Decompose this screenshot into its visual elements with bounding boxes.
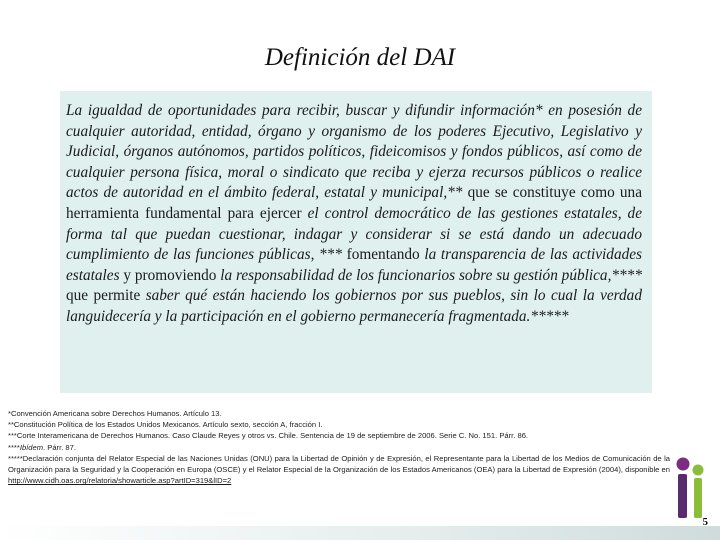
definition-upright-3: y promoviendo [119,266,221,284]
logo-bar-green [694,478,702,518]
slide-title: Definición del DAI [264,44,456,71]
footnotes [8,408,698,486]
definition-italic-5: saber qué están haciendo los gobiernos por sus pueblos, sin lo cual la verdad languidecería y la participación en el gobierno permanecería fragmentada.***** [66,287,642,325]
logo-bar-dark [678,474,687,518]
definition-upright-4: que permite [66,287,146,305]
definition-italic-4: la responsabilidad de los funcionarios sobre su gestión pública,**** [220,266,642,284]
bottom-bar [0,526,720,540]
footnote-2: **Constitución Política de los Estados Unidos Mexicanos. Artículo sexto, sección A, fracción I. [8,420,323,430]
definition-italic-2: el control democrático de las gestiones estatales, de forma tal que puedan cuestionar, indagar y considerar si se está dando un adecuado cumplimiento de las funciones públicas, *** [66,204,642,264]
footnote-5-link[interactable]: http://www.cidh.oas.org/relatoria/showarticle.asp?artID=319&lID=2 [8,476,232,486]
logo-dot-green [693,465,704,476]
page-number: 5 [702,516,708,528]
footnote-3: ***Corte Interamericana de Derechos Humanos. Caso Claude Reyes y otros vs. Chile. Sentencia de 19 de septiembre de 2006. Serie C. No. 151. Párr. 86. [8,431,529,441]
definition-upright-2: fomentando [341,246,425,264]
definition-box [60,91,652,393]
footnote-4-rest: . Párr. 87. [43,442,76,452]
footnote-5-text: *****Declaración conjunta del Relator Especial de las Naciones Unidas (ONU) para la Libertad de Opinión y de Expresión, el Representante para la Libertad de los Medios de Comunicación de la Organización para la Seguridad y la Cooperación en Europa (OSCE) y el Relator Especial de la Organización de los Estados Americanos (OEA) para la Libertad de Expresión (2004), disponible en [8,453,670,475]
footnote-5 [8,453,670,487]
definition-text [66,101,642,328]
logo-dot-purple [677,458,690,471]
footnote-4-prefix: **** [8,442,20,452]
definition-italic-1: La igualdad de oportunidades para recibir, buscar y difundir información* en posesión de cualquier autoridad, entidad, órgano y organismo de los poderes Ejecutivo, Legislativo y Judicial, órganos autónomos, partidos políticos, fideicomisos y fondos públicos, así como de cualquier persona física, moral o sindicato que reciba y ejerza recursos públicos o realice actos de autoridad en el ámbito federal, estatal y municipal,** [66,102,642,202]
definition-upright-1: que se constituye como una herramienta fundamental para ejercer [66,184,642,222]
footnote-4 [8,442,698,453]
footnote-4-ibidem: Ibídem [19,442,44,452]
footnote-1: *Convención Americana sobre Derechos Humanos. Artículo 13. [8,409,222,418]
definition-italic-3: la transparencia de las actividades estatales [66,246,642,284]
